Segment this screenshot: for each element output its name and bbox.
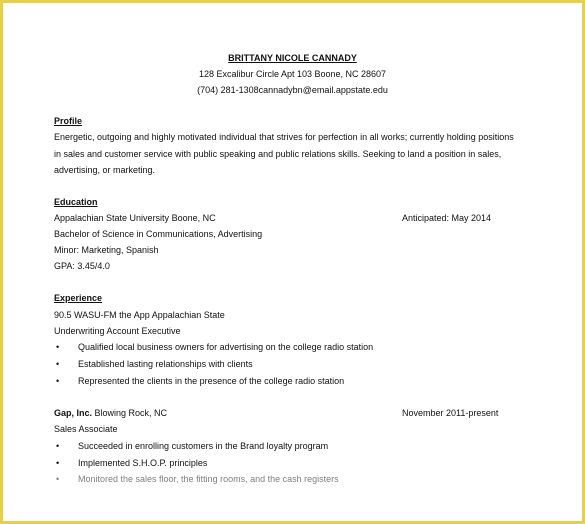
education-heading: Education [54,197,98,207]
education-gpa: GPA: 3.45/4.0 [54,261,110,271]
bullet-icon: • [56,359,60,369]
profile-line-2: in sales and customer service with public speaking and public relations skills. Seeking to land a position in sales, [54,149,502,159]
job1-role: Underwriting Account Executive [54,326,181,336]
job2-employer-location: Blowing Rock, NC [92,408,168,418]
education-school: Appalachian State University Boone, NC [54,213,216,223]
contact-line: (704) 281-1308cannadybn@email.appstate.edu [197,85,388,95]
job2-role: Sales Associate [54,424,118,434]
education-anticipated: Anticipated: May 2014 [402,213,492,223]
education-degree: Bachelor of Science in Communications, Advertising [54,229,263,239]
profile-line-3: advertising, or marketing. [54,165,156,175]
bullet-icon: • [56,458,60,468]
job1-bullet-3: Represented the clients in the presence of the college radio station [78,376,345,386]
bullet-icon: • [56,342,60,352]
job2-bullet-2: Implemented S.H.O.P. principles [78,458,208,468]
candidate-name: BRITTANY NICOLE CANNADY [228,53,357,63]
bullet-icon: • [56,441,60,451]
job2-dates: November 2011-present [402,408,499,418]
job2-employer-name: Gap, Inc. [54,408,93,418]
profile-line-1: Energetic, outgoing and highly motivated individual that strives for perfection in all works; currently holding positions [54,132,514,142]
experience-heading: Experience [54,293,103,303]
profile-heading: Profile [54,116,83,126]
education-minor: Minor: Marketing, Spanish [54,245,159,255]
address-line: 128 Excalibur Circle Apt 103 Boone, NC 28607 [198,69,387,79]
job1-bullet-2: Established lasting relationships with clients [78,359,253,369]
bullet-icon: • [56,474,60,484]
job1-bullet-1: Qualified local business owners for advertising on the college radio station [78,342,374,352]
job2-bullet-3: Monitored the sales floor, the fitting rooms, and the cash registers [78,474,339,484]
bullet-icon: • [56,376,60,386]
job1-employer: 90.5 WASU-FM the App Appalachian State [54,310,225,320]
job2-employer [54,408,167,419]
job2-bullet-1: Succeeded in enrolling customers in the Brand loyalty program [78,441,329,451]
